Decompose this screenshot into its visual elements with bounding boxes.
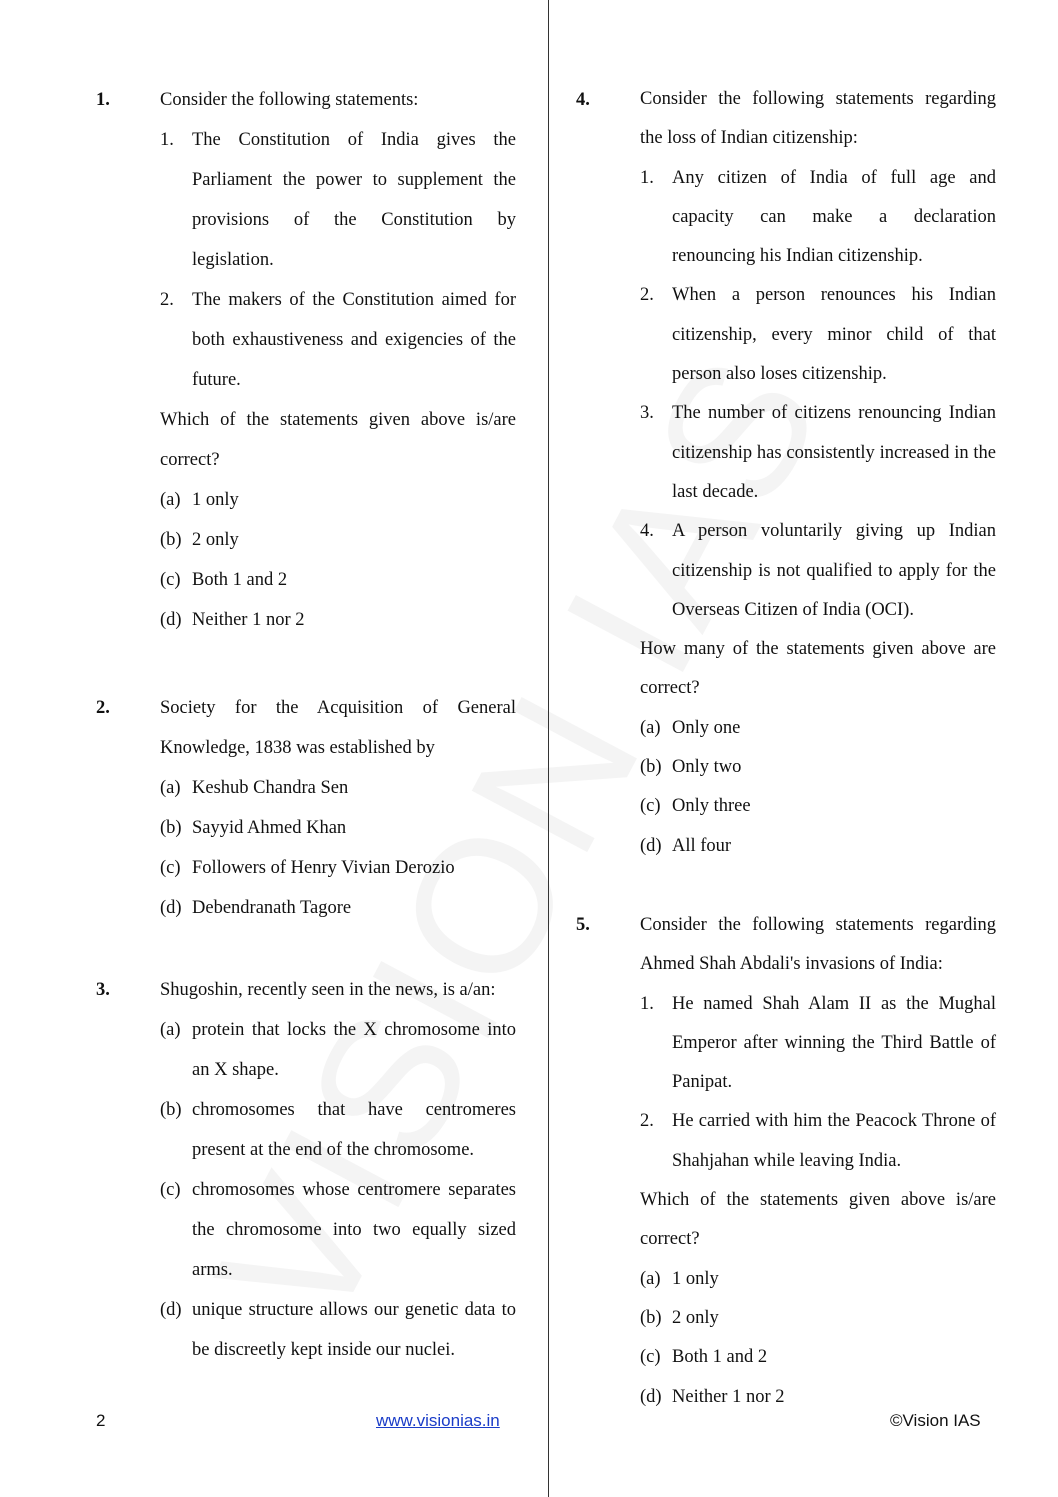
option-text: Keshub Chandra Sen — [192, 778, 349, 798]
option-text: Neither 1 nor 2 — [192, 610, 305, 630]
question-number: 2. — [96, 698, 110, 718]
option-c — [160, 848, 516, 888]
statement-number: 1. — [640, 167, 654, 188]
option-d — [160, 888, 516, 928]
option-text: Sayyid Ahmed Khan — [192, 818, 347, 838]
option-text: 2 only — [672, 1307, 719, 1328]
option-label: (b) — [640, 757, 662, 778]
statement-number: 1. — [640, 993, 654, 1014]
statement-item — [640, 159, 996, 277]
option-text: 2 only — [192, 530, 239, 550]
statement-text: He named Shah Alam II as the Mughal Emperor after winning the Third Battle of Panipat. — [672, 993, 996, 1093]
option-c — [160, 560, 516, 600]
option-a — [640, 1260, 996, 1299]
statement-item — [160, 280, 516, 400]
option-label: (c) — [640, 796, 661, 817]
option-label: (d) — [160, 1300, 182, 1320]
question-number: 5. — [576, 915, 590, 935]
option-label: (a) — [160, 778, 181, 798]
question-stem: Shugoshin, recently seen in the news, is a/an: — [160, 980, 496, 1000]
option-b — [640, 1299, 996, 1338]
question-number: 4. — [576, 90, 590, 110]
statement-text: When a person renounces his Indian citizenship, every minor child of that person also loses citizenship. — [672, 285, 996, 385]
question-stem: Consider the following statements regarding the loss of Indian citizenship: — [640, 89, 996, 149]
option-label: (b) — [160, 1100, 182, 1120]
question-ask: Which of the statements given above is/are correct? — [640, 1190, 996, 1250]
statement-number: 2. — [160, 290, 174, 310]
statement-number: 2. — [640, 1111, 654, 1132]
statement-item — [640, 276, 996, 394]
option-d — [640, 827, 996, 866]
option-b — [160, 808, 516, 848]
option-text: Neither 1 nor 2 — [672, 1386, 785, 1407]
option-b — [160, 520, 516, 560]
option-a — [160, 1010, 516, 1090]
option-label: (c) — [160, 570, 181, 590]
option-text: Both 1 and 2 — [672, 1347, 768, 1368]
option-text: chromosomes that have centromeres present at the end of the chromosome. — [192, 1100, 516, 1160]
statement-number: 2. — [640, 285, 654, 306]
question-4 — [576, 80, 996, 866]
option-c — [160, 1170, 516, 1290]
statement-item — [640, 512, 996, 630]
question-stem: Consider the following statements: — [160, 90, 419, 110]
question-1 — [96, 80, 516, 640]
option-label: (b) — [160, 818, 182, 838]
option-text: Only three — [672, 796, 751, 817]
option-c — [640, 787, 996, 826]
question-number: 3. — [96, 980, 110, 1000]
option-text: unique structure allows our genetic data to be discreetly kept inside our nuclei. — [192, 1300, 516, 1360]
statement-item — [640, 1102, 996, 1181]
option-text: Debendranath Tagore — [192, 898, 352, 918]
copyright: ©Vision IAS — [890, 1411, 981, 1430]
statement-number: 1. — [160, 130, 174, 150]
option-text: All four — [672, 835, 732, 856]
statement-text: A person voluntarily giving up Indian citizenship is not qualified to apply for the Overseas Citizen of India (OCI). — [672, 521, 996, 620]
option-text: protein that locks the X chromosome into an X shape. — [192, 1020, 516, 1080]
question-number: 1. — [96, 90, 110, 110]
statement-number: 4. — [640, 521, 654, 542]
statement-item — [640, 394, 996, 512]
option-text: Only one — [672, 717, 741, 738]
option-label: (b) — [160, 530, 182, 550]
option-c — [640, 1338, 996, 1377]
statement-text: The number of citizens renouncing Indian citizenship has consistently increased in the last decade. — [672, 403, 996, 502]
option-label: (d) — [640, 1386, 662, 1407]
option-text: Followers of Henry Vivian Derozio — [192, 858, 455, 878]
statement-number: 3. — [640, 403, 654, 424]
option-label: (d) — [160, 898, 182, 918]
statement-text: Any citizen of India of full age and capacity can make a declaration renouncing his Indian citizenship. — [672, 167, 996, 267]
option-b — [640, 748, 996, 787]
column-divider — [548, 0, 549, 1497]
question-3 — [96, 970, 516, 1370]
option-text: Both 1 and 2 — [192, 570, 288, 590]
option-text: 1 only — [672, 1268, 719, 1289]
statement-text: The Constitution of India gives the Parliament the power to supplement the provisions of the Constitution by legislation. — [192, 130, 516, 270]
option-text: chromosomes whose centromere separates the chromosome into two equally sized arms. — [192, 1180, 516, 1280]
statement-text: The makers of the Constitution aimed for both exhaustiveness and exigencies of the future. — [192, 290, 516, 390]
question-2 — [96, 688, 516, 928]
option-a — [160, 480, 516, 520]
question-5 — [576, 906, 996, 1417]
option-label: (c) — [640, 1347, 661, 1368]
statement-item — [160, 120, 516, 280]
option-d — [160, 600, 516, 640]
option-label: (d) — [640, 835, 662, 856]
statement-item — [640, 985, 996, 1103]
question-ask: Which of the statements given above is/are correct? — [160, 410, 516, 470]
option-d — [160, 1290, 516, 1370]
option-label: (c) — [160, 858, 181, 878]
website-link[interactable]: www.visionias.in — [376, 1411, 500, 1430]
option-label: (d) — [160, 610, 182, 630]
option-text: Only two — [672, 757, 742, 778]
question-stem: Society for the Acquisition of General Knowledge, 1838 was established by — [160, 698, 516, 758]
option-label: (a) — [640, 717, 661, 738]
option-a — [160, 768, 516, 808]
option-label: (a) — [160, 1020, 181, 1040]
option-b — [160, 1090, 516, 1170]
option-a — [640, 709, 996, 748]
option-text: 1 only — [192, 490, 239, 510]
page-number: 2 — [96, 1411, 106, 1430]
question-stem: Consider the following statements regarding Ahmed Shah Abdali's invasions of India: — [640, 915, 996, 975]
option-label: (b) — [640, 1307, 662, 1328]
option-label: (a) — [160, 490, 181, 510]
option-label: (a) — [640, 1268, 661, 1289]
option-label: (c) — [160, 1180, 181, 1200]
question-ask: How many of the statements given above are correct? — [640, 639, 996, 699]
statement-text: He carried with him the Peacock Throne of Shahjahan while leaving India. — [672, 1111, 996, 1171]
